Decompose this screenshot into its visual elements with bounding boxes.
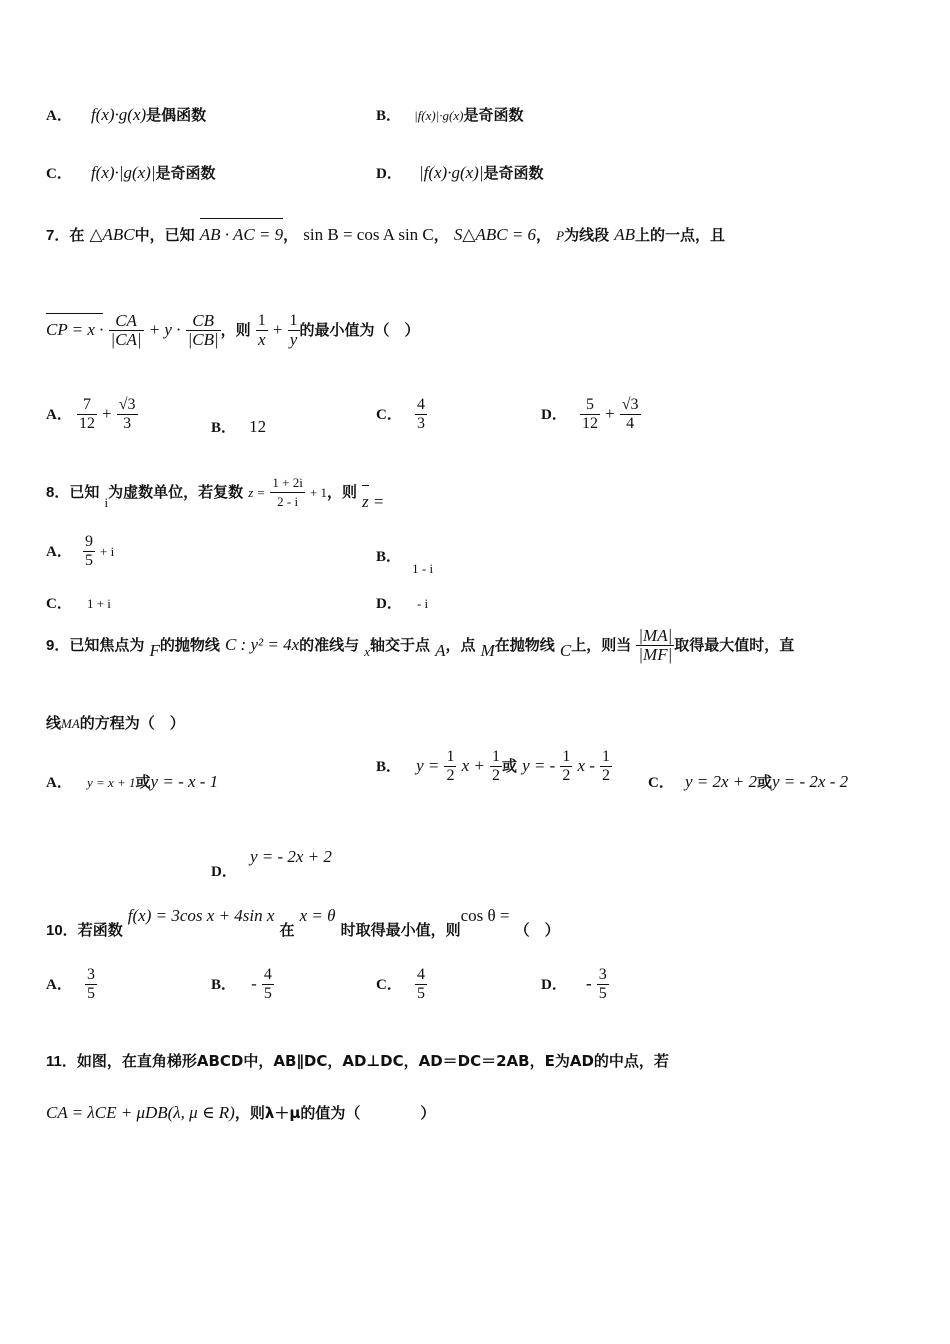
option-text: 是奇函数 [155, 164, 216, 182]
q9-option-a[interactable] [46, 771, 218, 792]
math-expr: |f(x)|·g(x) [414, 108, 464, 123]
option-label: C． [46, 596, 72, 612]
stem-text: 在 [279, 921, 295, 939]
stem-text: ， [536, 226, 552, 244]
option-label: D． [376, 596, 402, 612]
q10-option-b[interactable] [211, 966, 274, 1003]
q6-option-d[interactable] [376, 162, 544, 183]
option-label: A． [46, 108, 72, 124]
stem-text: ， [433, 226, 449, 244]
ca-unit-vector: $\frac{CA}{|CA|}$ [110, 311, 142, 349]
cos-expr: cos θ = [460, 906, 510, 925]
curve-c: C [559, 641, 572, 660]
option-label: A． [46, 407, 72, 423]
option-text: 是奇函数 [463, 106, 524, 124]
option-label: D． [211, 864, 237, 880]
fraction: $\frac{3}{5}$ [86, 966, 95, 1002]
math-expr: |f(x)·g(x)| [418, 163, 484, 182]
option-label: A． [46, 775, 72, 791]
focus-f: F [149, 641, 160, 660]
point-p: P [556, 228, 565, 243]
line-eq: y = - 2x + 2 [249, 847, 332, 866]
fraction: $\frac{1}{2}$ [446, 748, 455, 784]
q7-option-c[interactable] [376, 396, 427, 433]
expr: x + [461, 756, 485, 775]
question-number: 11． [46, 1053, 77, 1070]
equals-sign: = [373, 492, 384, 511]
stem-text: 的最小值为（ ） [299, 321, 420, 339]
option-label: A． [46, 544, 72, 560]
option-value: 1 + i [86, 596, 111, 611]
q8-option-d[interactable] [376, 592, 428, 613]
triangle-expr: △ABC [89, 225, 135, 244]
fraction: $\frac{√3}{4}$ [621, 396, 639, 432]
q8-option-b[interactable] [376, 545, 434, 576]
stem-text: 的准线与 [299, 636, 360, 654]
area-expr: S△ABC = 6 [453, 225, 537, 244]
q6-option-b[interactable] [376, 104, 524, 125]
fraction: $\frac{1}{2}$ [491, 748, 500, 784]
plus-y-expr: + y · [148, 320, 181, 339]
plus-sign: + [272, 320, 283, 339]
stem-text: 的方程为（ ） [79, 714, 185, 732]
cb-unit-vector: $\frac{CB}{|CB|}$ [187, 311, 219, 349]
q8-option-a[interactable] [46, 533, 114, 570]
stem-text: 线 [46, 714, 62, 732]
theta-expr: x = θ [299, 906, 336, 925]
dot-product-expr: AB · AC = 9 [199, 225, 284, 244]
q7-stem-line2 [46, 312, 420, 349]
expr: x - [577, 756, 595, 775]
option-label: C． [376, 407, 402, 423]
q9-stem-line1 [46, 627, 794, 664]
q8-option-c[interactable] [46, 592, 111, 613]
minus-sign: - [585, 974, 592, 993]
stem-text: 在 [69, 226, 85, 244]
question-number: 8． [46, 484, 70, 501]
line-ma: MA [61, 716, 80, 731]
stem-text: 轴交于点 [370, 636, 431, 654]
option-label: C． [648, 775, 674, 791]
option-label: B． [211, 420, 237, 436]
option-label: B． [376, 549, 402, 565]
z-expr: z = [248, 485, 266, 500]
option-value: 1 - i [412, 561, 434, 576]
stem-text: 取得最大值时，直 [674, 636, 795, 654]
sine-expr: sin B = cos A sin C [303, 225, 434, 244]
stem-text: 中，已知 [134, 226, 195, 244]
stem-text: ，则 [327, 483, 358, 501]
q6-option-c[interactable] [46, 162, 216, 183]
stem-text: ，则 [220, 321, 251, 339]
stem-text: 的抛物线 [159, 636, 220, 654]
stem-text: 在抛物线 [494, 636, 555, 654]
stem-text: 上的一点，且 [635, 226, 726, 244]
math-expr: f(x)·|g(x)| [90, 163, 156, 182]
line-eq: y = - 2x - 2 [772, 772, 849, 791]
fraction: $\frac{1}{2}$ [602, 748, 610, 784]
option-label: B． [211, 977, 237, 993]
q9-stem-line2 [46, 712, 185, 733]
option-label: A． [46, 977, 72, 993]
line-eq: y = x + 1 [86, 775, 136, 790]
or-text: 或 [501, 757, 517, 775]
complex-fraction: $\frac{1 + 2i}{2 - i}$ [272, 475, 303, 509]
one-over-y: $\frac{1}{y}$ [289, 312, 298, 349]
fraction: $\frac{4}{3}$ [416, 396, 425, 432]
stem-text: 如图，在直角梯形ABCD中，AB∥DC，AD⊥DC，AD＝DC＝2AB，E为AD的中点，若 [76, 1052, 669, 1070]
function-expr: f(x) = 3cos x + 4sin x [127, 906, 275, 925]
q7-stem-line1 [46, 224, 725, 245]
stem-text: 上，则当 [571, 636, 632, 654]
option-label: D． [376, 166, 402, 182]
q11-stem-line1 [46, 1050, 669, 1071]
fraction: $\frac{9}{5}$ [84, 533, 93, 569]
stem-text: 为线段 [564, 226, 610, 244]
option-rest: + i [100, 544, 115, 559]
q9-option-b[interactable] [376, 748, 612, 785]
option-label: B． [376, 759, 402, 775]
stem-text: ，点 [445, 636, 476, 654]
stem-text: （ ） [514, 921, 560, 939]
q7-option-b[interactable] [211, 416, 266, 437]
fraction: $\frac{5}{12}$ [581, 396, 598, 432]
q9-option-d[interactable] [211, 846, 332, 880]
stem-text: 时取得最小值，则 [340, 921, 461, 939]
point-m: M [480, 641, 495, 660]
q10-option-d[interactable] [541, 966, 609, 1003]
point-a: A [435, 641, 446, 660]
q7-option-a[interactable]: A． $\frac{7}{12}$ + $\frac{√3}{3}$ [46, 396, 136, 432]
question-number: 9． [46, 637, 70, 654]
q9-option-c[interactable] [648, 771, 848, 792]
option-value: 12 [249, 417, 267, 436]
minus-sign: - [251, 974, 257, 993]
fraction: $\frac{7}{12}$ [78, 396, 95, 432]
x-axis: x [364, 644, 371, 659]
option-text: 是奇函数 [483, 164, 544, 182]
cp-expr: CP = x · [46, 320, 104, 339]
question-number: 7． [46, 227, 70, 244]
q10-stem [46, 905, 560, 939]
option-label: C． [376, 977, 402, 993]
option-label: B． [376, 108, 402, 124]
q7-option-d[interactable]: D． $\frac{5}{12}$ + $\frac{√3}{4}$ [541, 396, 639, 432]
option-label: C． [46, 166, 72, 182]
option-value: - i [416, 596, 429, 611]
fraction: $\frac{3}{5}$ [598, 966, 607, 1002]
question-number: 10． [46, 922, 78, 939]
segment-ab: AB [614, 225, 635, 244]
math-expr: f(x)·g(x) [90, 105, 147, 124]
stem-text: 已知 [69, 483, 100, 501]
parabola-expr: C : y² = 4x [224, 635, 300, 654]
option-text: 是偶函数 [146, 106, 207, 124]
q10-option-a[interactable] [46, 966, 97, 1003]
stem-text: 为虚数单位，若复数 [108, 483, 244, 501]
stem-text: ， [283, 226, 299, 244]
q10-option-c[interactable] [376, 966, 427, 1003]
option-label: D． [541, 977, 567, 993]
fraction: $\frac{√3}{3}$ [118, 396, 136, 432]
fraction: $\frac{4}{5}$ [263, 966, 272, 1002]
z-conjugate: z [362, 492, 369, 511]
imaginary-unit: i [104, 495, 109, 510]
stem-text: 若函数 [77, 921, 123, 939]
fraction: $\frac{4}{5}$ [416, 966, 425, 1002]
ratio-fraction: $\frac{|MA|}{|MF|}$ [638, 626, 673, 664]
q6-option-a[interactable] [46, 104, 206, 125]
stem-text: 已知焦点为 [69, 636, 145, 654]
q8-stem [46, 474, 383, 511]
plus-one: + 1 [309, 485, 328, 500]
q11-stem-line2 [46, 1102, 435, 1123]
line-eq: y = - x - 1 [150, 772, 219, 791]
option-label: D． [541, 407, 567, 423]
expr: y = - [522, 756, 556, 775]
line-eq: y = 2x + 2 [684, 772, 757, 791]
or-text: 或 [135, 773, 151, 791]
expr: y = [416, 756, 440, 775]
stem-text: ，则λ＋μ的值为（ ） [234, 1104, 436, 1122]
or-text: 或 [756, 773, 772, 791]
one-over-x: $\frac{1}{x}$ [257, 312, 266, 349]
fraction: $\frac{1}{2}$ [562, 748, 571, 784]
vector-equation: CA = λCE + μDB(λ, μ ∈ R) [46, 1103, 235, 1122]
